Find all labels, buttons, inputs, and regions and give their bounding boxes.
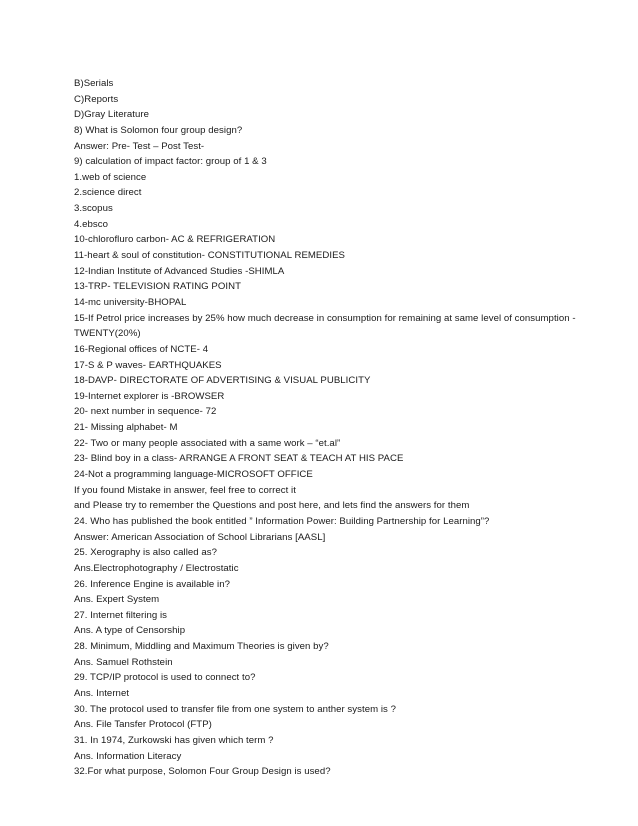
text-line: If you found Mistake in answer, feel free to correct it [74,484,296,496]
text-line: 28. Minimum, Middling and Maximum Theories is given by? [74,641,329,653]
document-body [74,76,594,780]
text-line: Ans. A type of Censorship [74,625,186,637]
text-line: Ans. Information Literacy [74,750,182,762]
text-line: 3.scopus [74,203,113,215]
text-line: 26. Inference Engine is available in? [74,578,230,590]
text-line: 16-Regional offices of NCTE- 4 [74,343,209,355]
text-line: TWENTY(20%) [74,328,141,340]
text-line: 18-DAVP- DIRECTORATE OF ADVERTISING & VISUAL PUBLICITY [74,375,371,387]
text-line: 2.science direct [74,187,142,199]
text-line: 4.ebsco [74,218,108,230]
text-line: B)Serials [74,78,114,89]
text-line: 24-Not a programming language-MICROSOFT OFFICE [74,469,313,481]
text-line: and Please try to remember the Questions and post here, and lets find the answers for them [74,500,470,512]
text-line: 11-heart & soul of constitution- CONSTITUTIONAL REMEDIES [74,250,345,262]
text-line: Answer: American Association of School Librarians [AASL] [74,531,326,543]
text-line: 15-If Petrol price increases by 25% how much decrease in consumption for remaining at same level of consumption - [74,312,576,324]
text-line: D)Gray Literature [74,109,149,121]
text-line: Answer: Pre- Test – Post Test- [74,140,205,152]
text-line: Ans.Electrophotography / Electrostatic [74,562,239,574]
text-line: 20- next number in sequence- 72 [74,406,217,418]
text-line: 24. Who has published the book entitled ” Information Power: Building Partnership for Learning”? [74,515,490,527]
text-line: 8) What is Solomon four group design? [74,124,243,136]
text-line: 12-Indian Institute of Advanced Studies -SHIMLA [74,265,285,277]
text-line: 10-chlorofluro carbon- AC & REFRIGERATION [74,234,276,246]
text-line: 14-mc university-BHOPAL [74,296,187,308]
text-line: 31. In 1974, Zurkowski has given which term ? [74,734,274,746]
text-line: 27. Internet filtering is [74,609,167,621]
text-line: 29. TCP/IP protocol is used to connect to? [74,672,256,684]
text-line: 19-Internet explorer is -BROWSER [74,390,225,402]
text-line: 1.web of science [74,171,147,183]
text-line: Ans. Expert System [74,594,160,606]
text-line: 22- Two or many people associated with a same work – “et.al” [74,437,341,449]
text-line: 9) calculation of impact factor: group of 1 & 3 [74,156,267,168]
text-line: 21- Missing alphabet- M [74,422,178,434]
text-line: 32.For what purpose, Solomon Four Group Design is used? [74,766,331,778]
text-line: 13-TRP- TELEVISION RATING POINT [74,281,241,293]
text-line: Ans. Internet [74,687,130,699]
text-line: C)Reports [74,93,119,105]
text-line: 25. Xerography is also called as? [74,547,217,559]
text-line: 30. The protocol used to transfer file from one system to anther system is ? [74,703,396,715]
text-line: Ans. Samuel Rothstein [74,656,173,668]
text-line: 17-S & P waves- EARTHQUAKES [74,359,222,371]
text-line: 23- Blind boy in a class- ARRANGE A FRONT SEAT & TEACH AT HIS PACE [74,453,404,465]
text-line: Ans. File Tansfer Protocol (FTP) [74,719,212,731]
